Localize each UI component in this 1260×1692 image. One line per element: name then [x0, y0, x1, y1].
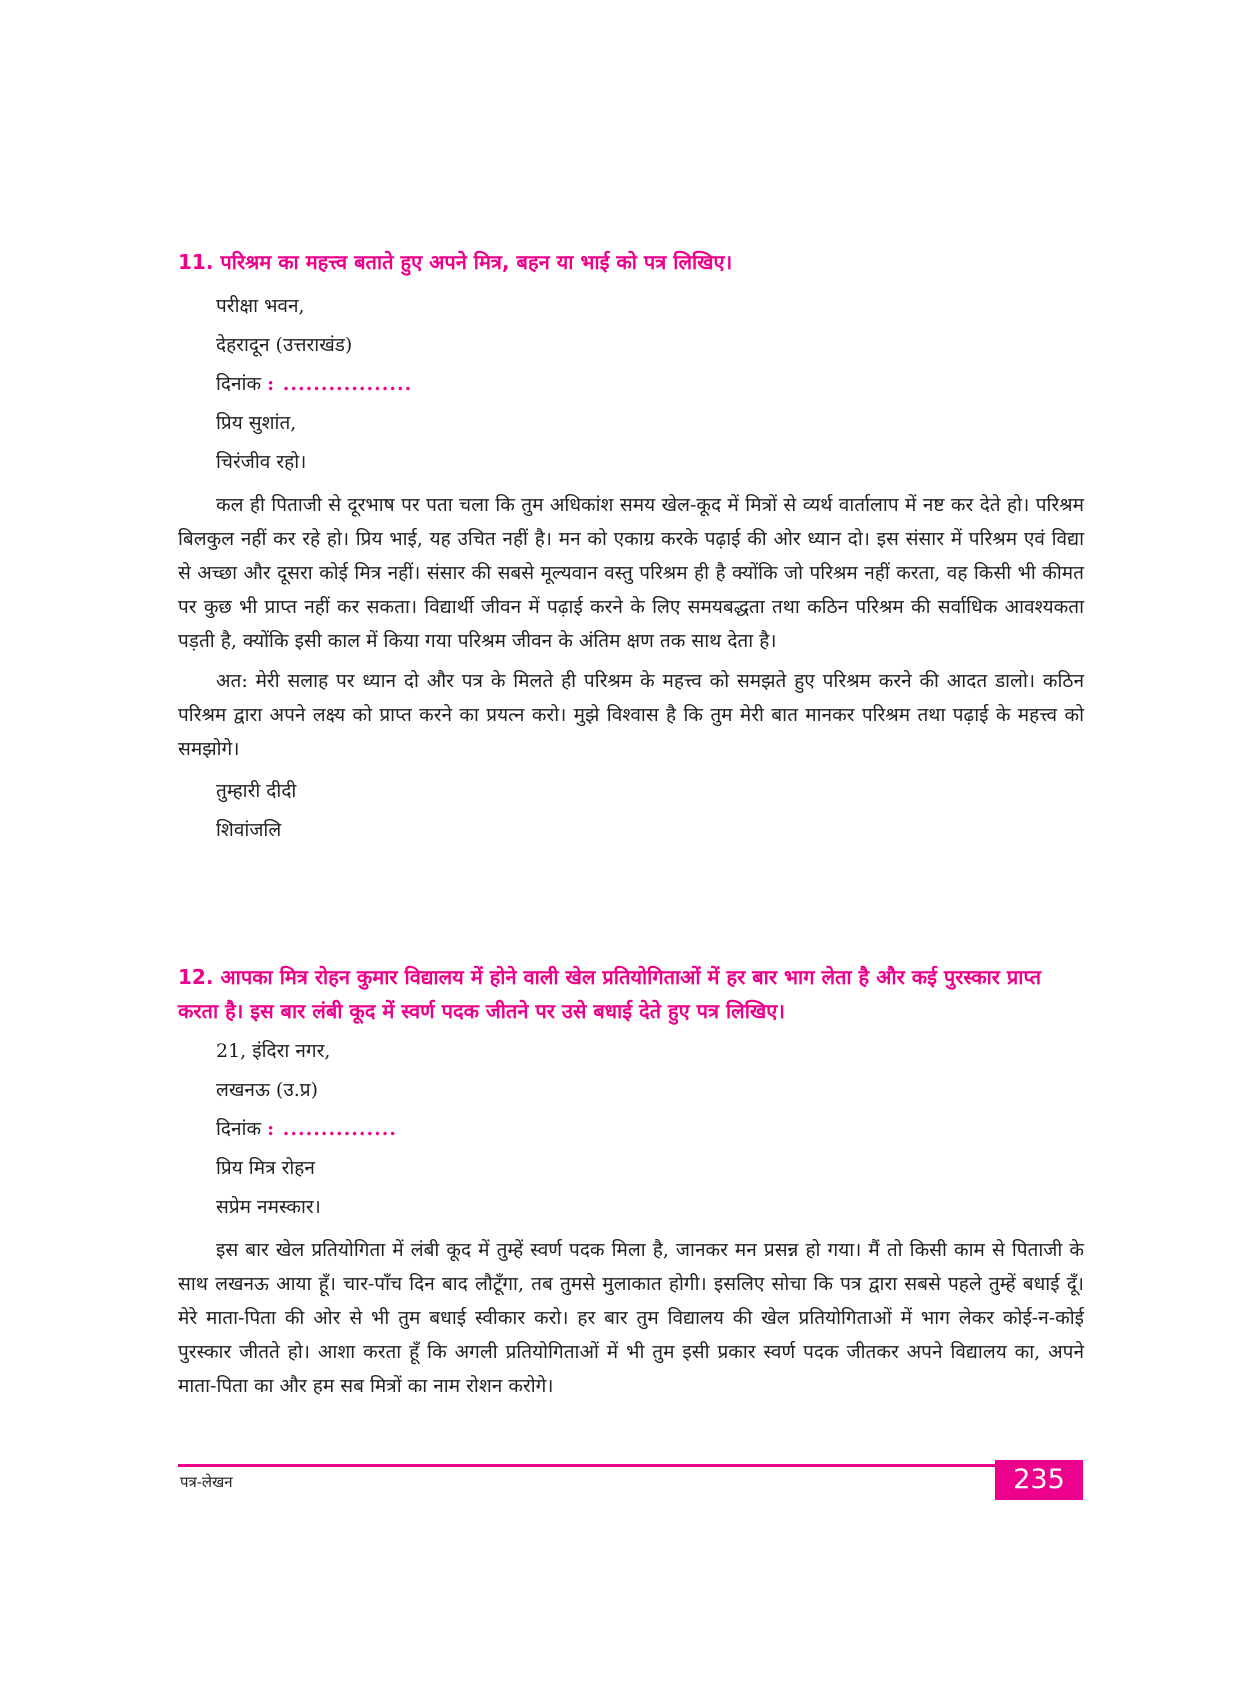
question-12-heading: 12. आपका मित्र रोहन कुमार विद्यालय में होने वाली खेल प्रतियोगिताओं में हर बार भाग लेता है और कई पुरस्कार प्राप्त करता है। इस बार लंबी कूद में स्वर्ण पदक जीतने पर उसे बधाई देते हुए पत्र लिखिए। [178, 965, 1042, 1023]
salutation: प्रिय मित्र रोहन [216, 1157, 315, 1179]
closing: तुम्हारी दीदी [216, 780, 297, 802]
signature: शिवांजलि [216, 819, 282, 841]
address-line-1: परीक्षा भवन, [216, 295, 305, 317]
address-line-2: देहरादून (उत्तराखंड) [216, 334, 353, 356]
date-value: : ................. [267, 373, 413, 395]
date-label: दिनांक [216, 373, 262, 395]
date-value: : ............... [267, 1118, 397, 1140]
letter-paragraph-1: इस बार खेल प्रतियोगिता में लंबी कूद में तुम्हें स्वर्ण पदक मिला है, जानकर मन प्रसन्न हो गया। मैं तो किसी काम से पिताजी के साथ लखनऊ आया हूँ। चार-पाँच दिन बाद लौटूँगा, तब तुमसे मुलाकात होगी। इसलिए सोचा कि पत्र द्वारा सबसे पहले तुम्हें बधाई दूँ। मेरे माता-पिता की ओर से भी तुम बधाई स्वीकार करो। हर बार तुम विद्यालय की खेल प्रतियोगिताओं में भाग लेकर कोई-न-कोई पुरस्कार जीतते हो। आशा करता हूँ कि अगली प्रतियोगिताओं में भी तुम इसी प्रकार स्वर्ण पदक जीतकर अपने विद्यालय का, अपने माता-पिता का और हम सब मित्रों का नाम रोशन करोगे। [178, 1239, 1084, 1397]
date-label: दिनांक [216, 1118, 262, 1140]
page-number: 235 [995, 1460, 1083, 1500]
question-11-heading: 11. परिश्रम का महत्त्व बताते हुए अपने मित्र, बहन या भाई को पत्र लिखिए। [178, 250, 733, 274]
footer-rule [178, 1464, 996, 1467]
address-line-1: 21, इंदिरा नगर, [216, 1040, 331, 1062]
date-line [216, 365, 1084, 404]
letter-paragraph-2: अत: मेरी सलाह पर ध्यान दो और पत्र के मिलते ही परिश्रम के महत्त्व को समझते हुए परिश्रम करने की आदत डालो। कठिन परिश्रम द्वारा अपने लक्ष्य को प्राप्त करने का प्रयत्न करो। मुझे विश्वास है कि तुम मेरी बात मानकर परिश्रम तथा पढ़ाई के महत्त्व को समझोगे। [178, 670, 1084, 760]
salutation: प्रिय सुशांत, [216, 412, 297, 434]
question-11-section [178, 245, 1084, 850]
letter-paragraph-1: कल ही पिताजी से दूरभाष पर पता चला कि तुम अधिकांश समय खेल-कूद में मित्रों से व्यर्थ वार्तालाप में नष्ट कर देते हो। परिश्रम बिलकुल नहीं कर रहे हो। प्रिय भाई, यह उचित नहीं है। मन को एकाग्र करके पढ़ाई की ओर ध्यान दो। इस संसार में परिश्रम एवं विद्या से अच्छा और दूसरा कोई मित्र नहीं। संसार की सबसे मूल्यवान वस्तु परिश्रम ही है क्योंकि जो परिश्रम नहीं करता, वह किसी भी कीमत पर कुछ भी प्राप्त नहीं कर सकता। विद्यार्थी जीवन में पढ़ाई करने के लिए समयबद्धता तथा कठिन परिश्रम की सर्वाधिक आवश्यकता पड़ती है, क्योंकि इसी काल में किया गया परिश्रम जीवन के अंतिम क्षण तक साथ देता है। [178, 494, 1084, 652]
greeting: सप्रेम नमस्कार। [216, 1196, 321, 1218]
chapter-label: पत्र-लेखन [180, 1473, 233, 1491]
question-12-section [178, 960, 1084, 1409]
greeting: चिरंजीव रहो। [216, 451, 307, 473]
address-line-2: लखनऊ (उ.प्र) [216, 1079, 319, 1101]
date-line [216, 1110, 1084, 1149]
